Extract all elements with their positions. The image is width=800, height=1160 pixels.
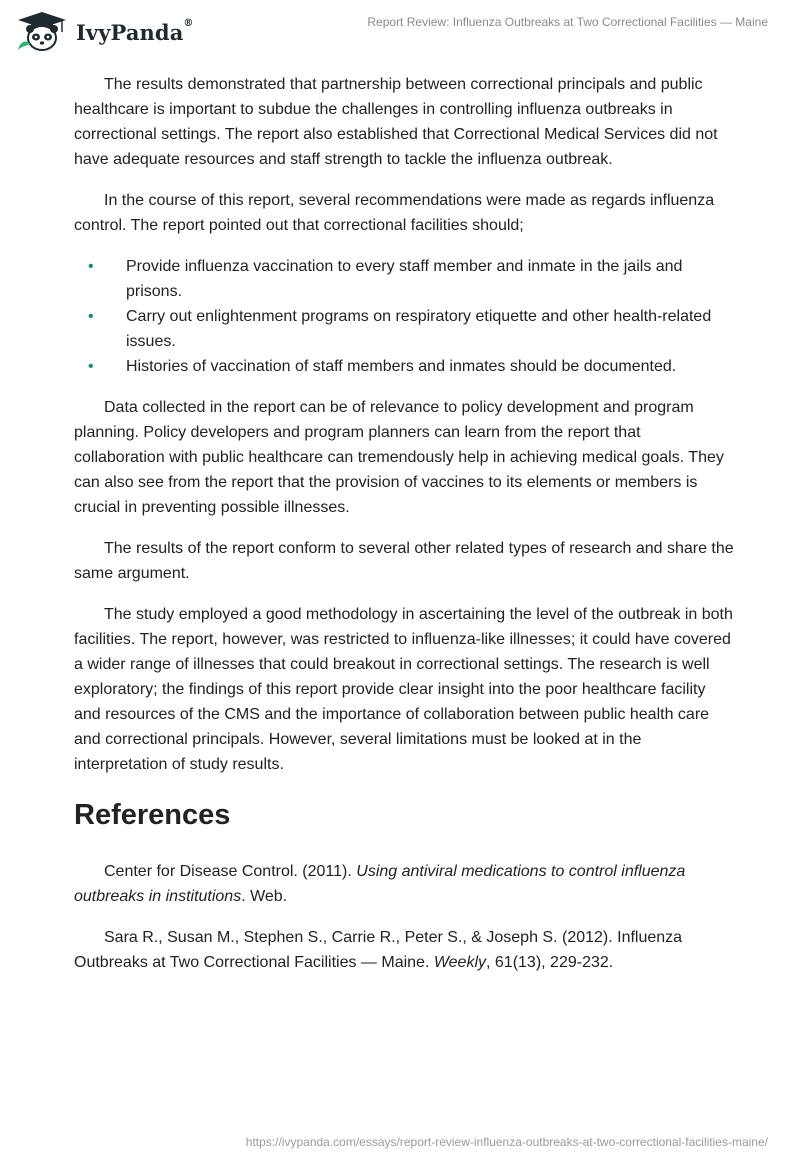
- page-header: [0, 0, 800, 64]
- bullet-icon: •: [88, 308, 94, 325]
- paragraph: The study employed a good methodology in ascertaining the level of the outbreak in both facilities. The report, however, was restricted to influenza-like illnesses; it could have covered a wider range of illnesses that could breakout in correctional settings. The research is well exploratory; the findings of this report provide clear insight into the poor healthcare facility and resources of the CMS and the importance of collaboration between public health care and correctional principals. However, several limitations must be looked at in the interpretation of study results.: [74, 606, 733, 773]
- ivypanda-logo[interactable]: [14, 10, 194, 52]
- reference-entry: Sara R., Susan M., Stephen S., Carrie R., Peter S., & Joseph S. (2012). Influenza Outbreaks at Two Correctional Facilities — Maine. Weekly, 61(13), 229-232.: [74, 929, 683, 971]
- panda-graduate-icon: [14, 10, 70, 52]
- paragraph: The results demonstrated that partnership between correctional principals and public healthcare is important to subdue the challenges in controlling influenza outbreaks in correctional settings. The report also established that Correctional Medical Services did not have adequate resources and staff strength to tackle the influenza outbreak.: [74, 76, 718, 168]
- brand-name: IvyPanda®: [76, 17, 194, 45]
- bullet-icon: •: [88, 358, 94, 375]
- list-item-text: Carry out enlightenment programs on respiratory etiquette and other health-related issues.: [126, 308, 712, 350]
- list-item-text: Histories of vaccination of staff members and inmates should be documented.: [126, 358, 677, 375]
- recommendations-list: [74, 254, 734, 379]
- references-heading: References: [74, 799, 231, 831]
- list-item: [74, 254, 734, 304]
- document-title: Report Review: Influenza Outbreaks at Two Correctional Facilities — Maine: [367, 15, 768, 29]
- paragraph: Data collected in the report can be of relevance to policy development and program planning. Policy developers and program planners can learn from the report that collaboration with public healthcare can tremendously help in achieving medical goals. They can also see from the report that the provision of vaccines to its elements or members is crucial in preventing possible illnesses.: [74, 399, 724, 516]
- reference-title: Using antiviral medications to control influenza outbreaks in institutions: [74, 863, 686, 905]
- reference-entry: Center for Disease Control. (2011). Using antiviral medications to control influenza outbreaks in institutions. Web.: [74, 863, 686, 905]
- list-item: [74, 354, 734, 379]
- list-item: [74, 304, 734, 354]
- paragraph: In the course of this report, several recommendations were made as regards influenza control. The report pointed out that correctional facilities should;: [74, 192, 715, 234]
- paragraph: The results of the report conform to several other related types of research and share the same argument.: [74, 540, 734, 582]
- list-item-text: Provide influenza vaccination to every staff member and inmate in the jails and prisons.: [126, 258, 683, 300]
- reference-journal: Weekly: [433, 954, 487, 971]
- bullet-icon: •: [88, 258, 94, 275]
- essay-body: [74, 72, 734, 991]
- source-url[interactable]: https://ivypanda.com/essays/report-review-influenza-outbreaks-at-two-correctional-facilities-maine/: [245, 1135, 768, 1149]
